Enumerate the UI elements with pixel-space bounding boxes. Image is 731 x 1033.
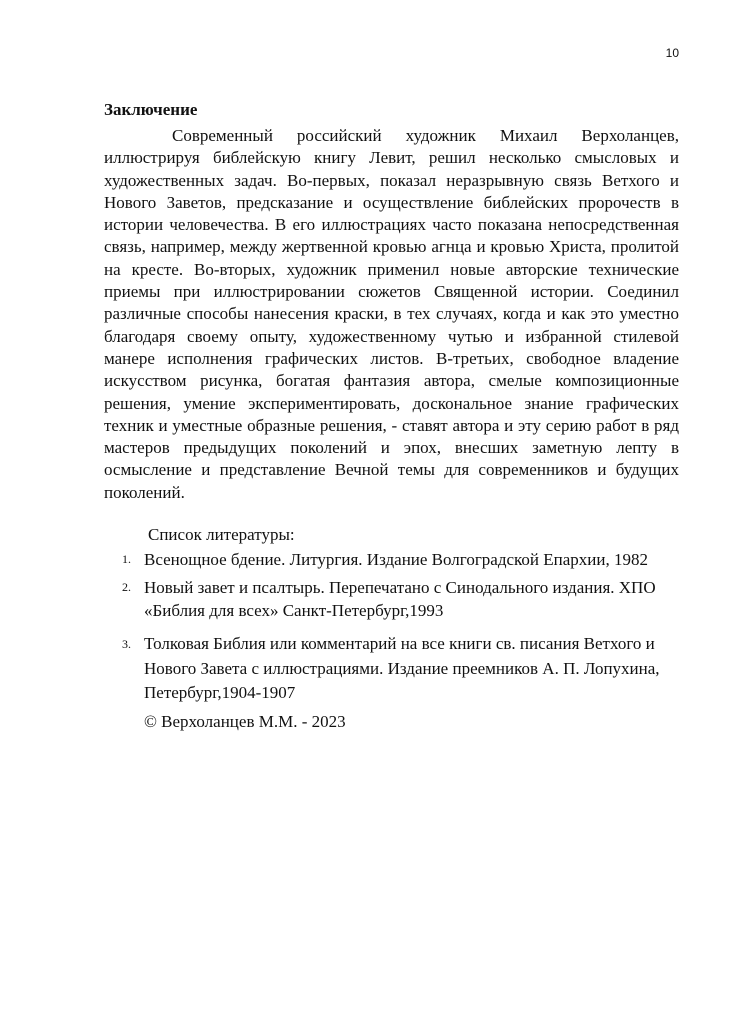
reference-text: Толковая Библия или комментарий на все книги св. писания Ветхого и Нового Завета с иллюстрациями. Издание преемников А. П. Лопухина, Петербург,1904-1907 xyxy=(144,634,660,703)
reference-item xyxy=(104,632,679,706)
references-list xyxy=(104,548,679,706)
page-number: 10 xyxy=(665,46,679,60)
reference-text: Новый завет и псалтырь. Перепечатано с Синодального издания. ХПО «Библия для всех» Санкт-Петербург,1993 xyxy=(144,578,656,621)
conclusion-paragraph: Современный российский художник Михаил Верхоланцев, иллюстрируя библейскую книгу Левит, решил несколько смысловых и художественных задач. Во-первых, показал неразрывную связь Ветхого и Нового Заветов, предсказание и осуществление библейских пророчеств в истории человечества. В его иллюстрациях часто показана непосредственная связь, например, между жертвенной кровью агнца и кровью Христа, пролитой на кресте. Во-вторых, художник применил новые авторские технические приемы при иллюстрировании сюжетов Священной истории. Соединил различные способы нанесения краски, в тех случаях, когда и как это уместно благодаря своему опыту, художественному чутью и избранной стилевой манере исполнения графических листов. В-третьих, свободное владение искусством рисунка, богатая фантазия автора, смелые композиционные решения, умение экспериментировать, доскональное знание графических техник и уместные образные решения, - ставят автора и эту серию работ в ряд мастеров предыдущих поколений и эпох, внесших заметную лепту в осмысление и представление Вечной темы для современников и будущих поколений. xyxy=(104,126,679,502)
page-content xyxy=(104,99,679,733)
reference-text: Всенощное бдение. Литургия. Издание Волгоградской Епархии, 1982 xyxy=(144,550,649,570)
reference-number: 1. xyxy=(122,552,131,567)
reference-item xyxy=(104,576,679,622)
reference-item xyxy=(104,548,679,571)
reference-number: 3. xyxy=(122,637,131,652)
copyright-line: © Верхоланцев М.М. - 2023 xyxy=(144,711,346,731)
reference-number: 2. xyxy=(122,580,131,595)
section-heading: Заключение xyxy=(104,100,198,119)
references-title: Список литературы: xyxy=(148,525,295,545)
